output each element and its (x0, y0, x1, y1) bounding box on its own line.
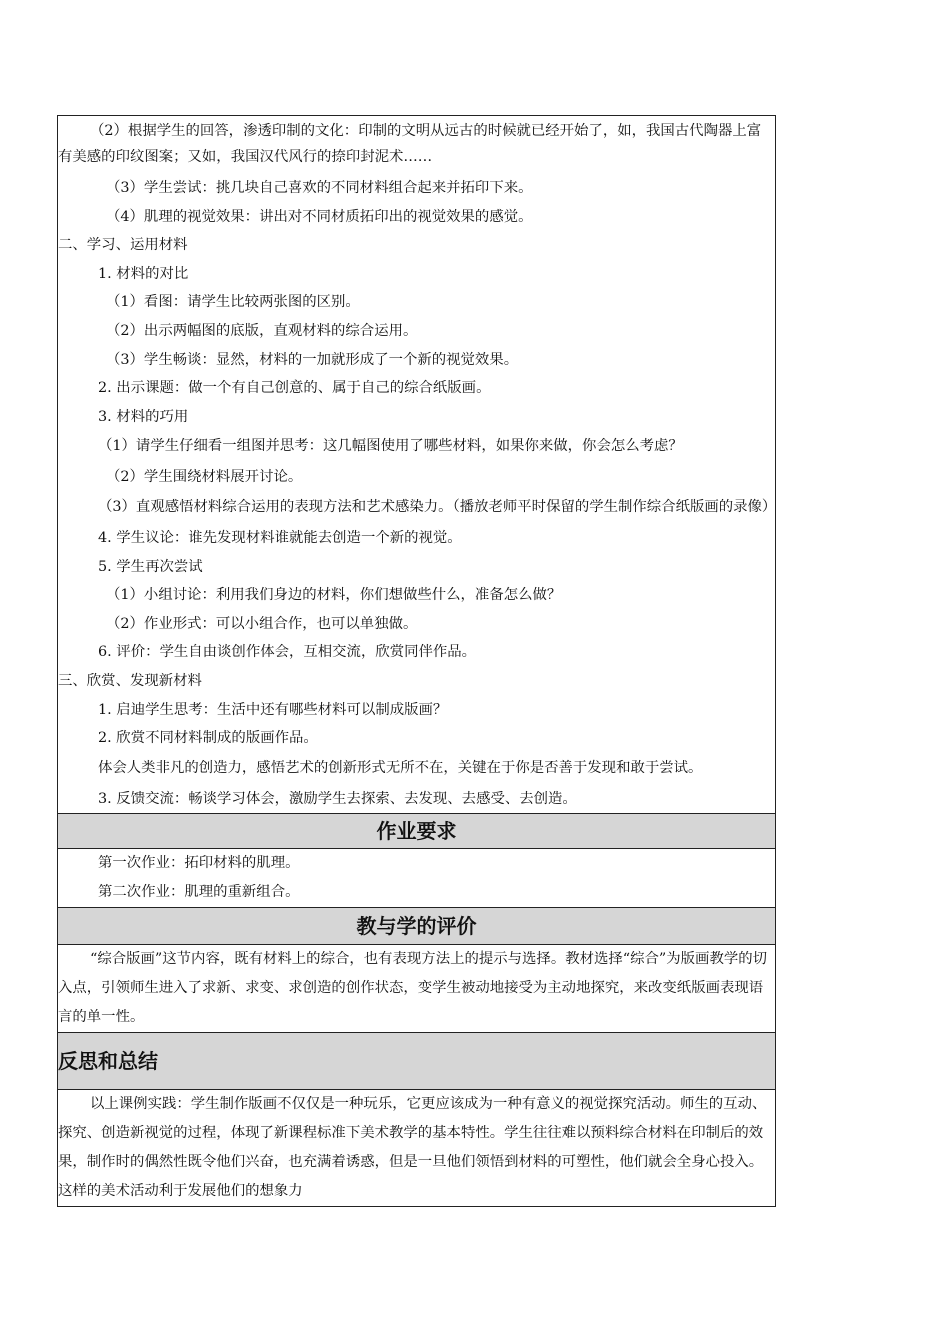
step-text: （3）学生畅谈：显然，材料的一加就形成了一个新的视觉效果。 (106, 351, 519, 368)
step-item: 4. 学生议论：谁先发现材料谁就能去创造一个新的视觉。 (98, 529, 462, 546)
step-text: （1）看图：请学生比较两张图的区别。 (106, 294, 360, 311)
lesson-plan-table (57, 115, 776, 1207)
step-item: 3. 反馈交流：畅谈学习体会，激励学生去探索、去发现、去感受、去创造。 (98, 790, 577, 807)
homework-cell (58, 849, 776, 908)
step-text: （2）出示两幅图的底版，直观材料的综合运用。 (106, 322, 418, 339)
step-text: （2）学生围绕材料展开讨论。 (106, 469, 303, 486)
section-heading: 三、欣赏、发现新材料 (58, 672, 202, 689)
reflection-cell (58, 1090, 776, 1207)
lesson-steps-cell (58, 116, 776, 814)
step-text: （2）根据学生的回答，渗透印制的文化：印制的文明从远古的时候就已经开始了，如，我国古代陶器上富有美感的印纹图案；又如，我国汉代风行的捺印封泥术…… (58, 123, 762, 165)
step-text: （3）学生尝试：挑几块自己喜欢的不同材料组合起来并拓印下来。 (106, 180, 533, 196)
evaluation-heading: 教与学的评价 (58, 908, 776, 945)
step-item: 6. 评价：学生自由谈创作体会，互相交流，欣赏同伴作品。 (98, 644, 477, 661)
evaluation-text: “综合版画”这节内容，既有材料上的综合，也有表现方法上的提示与选择。教材选择“综合”为版画教学的切入点，引领师生进入了求新、求变、求创造的创作状态，变学生被动地接受为主动地探究，来改变纸版画表现语言的单一性。 (58, 951, 768, 1026)
step-item: 5. 学生再次尝试 (98, 558, 203, 575)
step-text: （1）请学生仔细看一组图并思考：这几幅图使用了哪些材料，如果你来做，你会怎么考虑？ (98, 438, 683, 455)
homework-heading: 作业要求 (58, 814, 776, 849)
step-item: 2. 欣赏不同材料制成的版画作品。 (98, 730, 318, 747)
step-item: 3. 材料的巧用 (98, 408, 189, 425)
evaluation-cell (58, 945, 776, 1033)
step-item: 1. 材料的对比 (98, 265, 189, 282)
step-text: （3）直观感悟材料综合运用的表现方法和艺术感染力。（播放老师平时保留的学生制作综合纸版画的录像） (98, 498, 777, 515)
homework-item: 第二次作业：肌理的重新组合。 (98, 884, 300, 901)
reflection-heading: 反思和总结 (58, 1033, 776, 1090)
step-text: （2）作业形式：可以小组合作，也可以单独做。 (106, 615, 418, 632)
step-text: （1）小组讨论：利用我们身边的材料，你们想做些什么，准备怎么做？ (106, 587, 562, 604)
step-text: 体会人类非凡的创造力，感悟艺术的创新形式无所不在，关键在于你是否善于发现和敢于尝试。 (98, 759, 703, 776)
reflection-text: 以上课例实践：学生制作版画不仅仅是一种玩乐，它更应该成为一种有意义的视觉探究活动。师生的互动、探究、创造新视觉的过程，体现了新课程标准下美术教学的基本特性。学生往往难以预料综合材料在印制后的效果，制作时的偶然性既令他们兴奋，也充满着诱惑，但是一旦他们领悟到材料的可塑性，他们就会全身心投入。这样的美术活动利于发展他们的想象力 (58, 1096, 767, 1200)
section-heading: 二、学习、运用材料 (58, 237, 188, 254)
step-item: 1. 启迪学生思考：生活中还有哪些材料可以制成版画？ (98, 701, 448, 718)
step-text: （4）肌理的视觉效果：讲出对不同材质拓印出的视觉效果的感觉。 (106, 208, 533, 225)
step-item: 2. 出示课题：做一个有自己创意的、属于自己的综合纸版画。 (98, 380, 491, 397)
homework-item: 第一次作业：拓印材料的肌理。 (98, 855, 300, 872)
